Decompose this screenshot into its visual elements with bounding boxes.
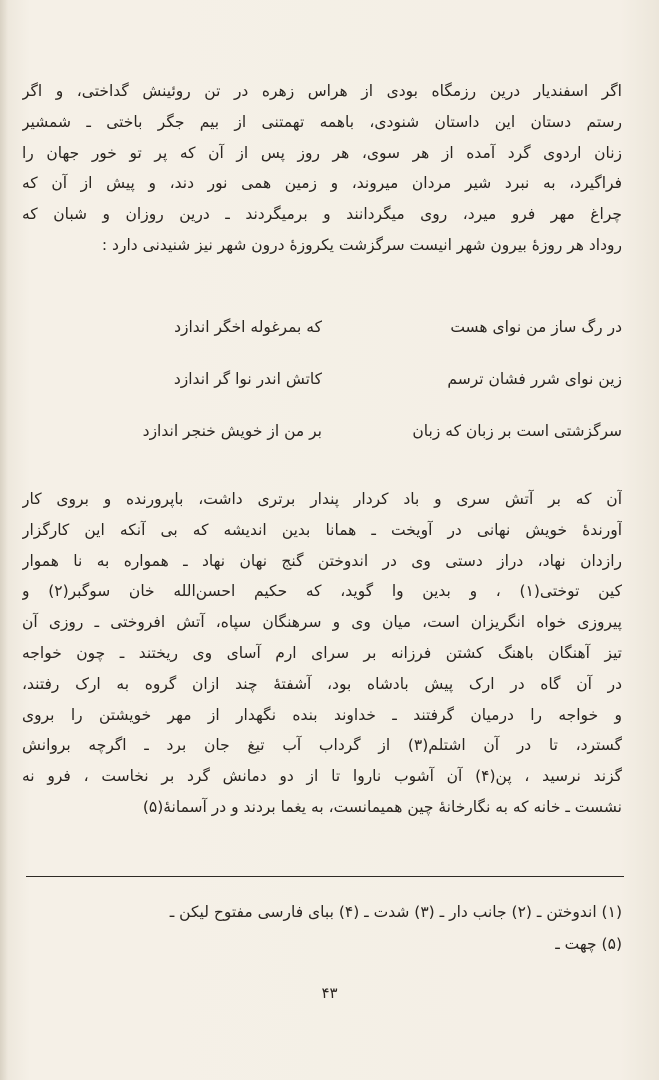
verse-second-hemistich: کاتش اندر نوا گر اندازد — [173, 370, 322, 388]
footnotes — [22, 896, 622, 960]
text-line: تیز آهنگان باهنگ کشتن فرزانه بر سرای ارم آسای وی ریختند ـ چون خواجه — [22, 643, 622, 662]
paragraph-2 — [22, 484, 622, 823]
paragraph-1 — [22, 76, 622, 261]
text-line: رازدان نهاد، دراز دستی وی در اندوختن گنج نهان نهاد ـ همواره به نا هموار — [22, 551, 622, 570]
text-line: و خواجه را درمیان گرفتند ـ خداوند بنده نگهدار از مهر خویشتن را بروی — [22, 705, 622, 724]
text-line: نشست ـ خانه که به نگارخانهٔ چین همیمانست، به یغما بردند و در آسمانهٔ(۵) — [142, 797, 622, 816]
verse-couplet — [22, 370, 622, 400]
verse-first-hemistich: در رگ ساز من نوای هست — [450, 318, 622, 336]
text-line: گسترد، تا در آن اشتلم(۳) از گرداب آب تیغ جان برد ـ اگرچه بروانش — [22, 736, 622, 755]
text-line: زنان اردوی گرد آمده از هر سوی، هر روز پس از آن که پر تو خور جهان را — [22, 143, 622, 162]
text-line: پیروزی خواه انگریزان است، میان وی و سرهنگان سپاه، آتش افروختی ـ روزی آن — [22, 613, 622, 632]
verse-second-hemistich: که بمرغوله اخگر اندازد — [174, 318, 322, 336]
text-line: گزند نرسید ، پن(۴) آن آشوب ناروا تا از دو دمانش گرد بر نخاست ، فرو نه — [22, 767, 622, 786]
verse-first-hemistich: سرگزشتی است بر زبان که زبان — [412, 422, 622, 440]
footnote-line: (۱) اندوختن ـ (۲) جانب دار ـ (۳) شدت ـ (۴) بباى فارسی مفتوح لیکن ـ — [169, 903, 622, 921]
page-gutter-shadow — [0, 0, 8, 1080]
text-line: آورندهٔ خویش نهانی در آویخت ـ همانا بدین اندیشه که بی آنکه این کارگزار — [22, 520, 622, 539]
text-line: در آن گاه در ارک پیش بادشاه بود، آشفتهٔ چند ازان گروه به ارک رفتند، — [22, 674, 622, 693]
text-line: روداد هر روزهٔ بیرون شهر انیست سرگزشت یکروزهٔ درون شهر نیز شنیدنی دارد : — [101, 235, 622, 254]
footnote-line: (۵) چهت ـ — [555, 935, 622, 953]
text-line: فراگیرد، به نبرد شیر مردان میروند، و زمین همی نور دند، و پیش از آن که — [22, 174, 622, 193]
text-line: کین توختی(۱) ، و بدین وا گوید، که حکیم احسن‌الله خان سوگبر(۲) و — [22, 582, 622, 601]
page-number: ۴۳ — [321, 984, 338, 1002]
verse-couplet — [22, 318, 622, 348]
footnote-divider — [26, 876, 624, 877]
text-line: اگر اسفندیار درین رزمگاه بودی از هراس زهره در تن روئینش گداختی، و اگر — [22, 82, 622, 100]
text-line: چراغ مهر فرو میرد، روی میگردانند و برمیگردند ـ درین روزان و شبان که — [22, 205, 622, 224]
verse-couplet — [22, 422, 622, 452]
verse-first-hemistich: زین نوای شرر فشان ترسم — [447, 370, 622, 388]
text-line: آن که بر آتش سری و باد کردار پندار برتری داشت، باپرورنده و بروی کار — [22, 490, 622, 508]
verse-second-hemistich: بر من از خویش خنجر اندازد — [142, 422, 322, 440]
text-line: رستم دستان این داستان شنودی، باهمه تهمتنی از بیم جگر باختی ـ شمشیر — [22, 112, 622, 131]
